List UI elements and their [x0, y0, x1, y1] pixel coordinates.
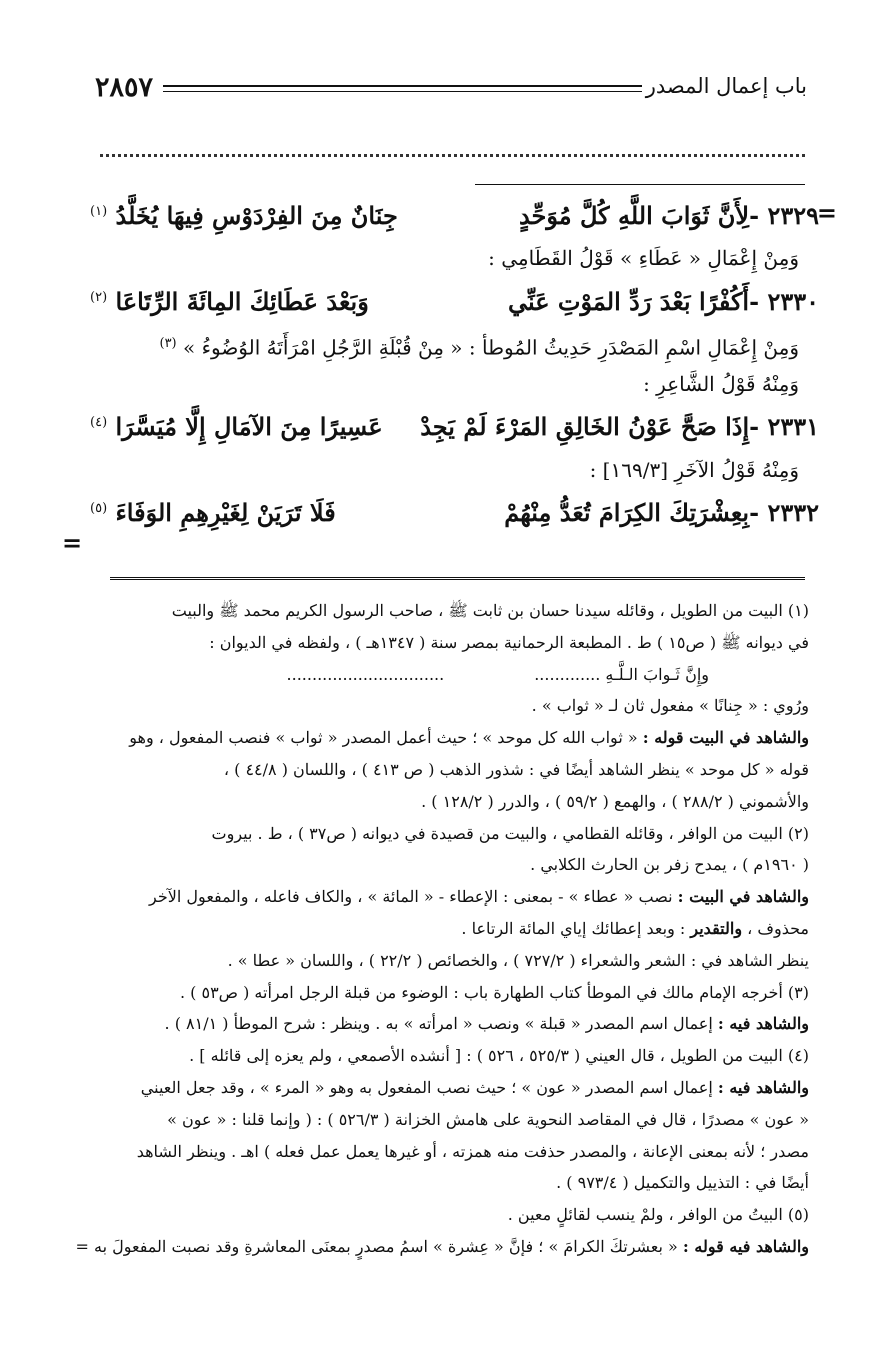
- footnote-mark: (١): [90, 203, 108, 219]
- shahid-label: والشاهد فيه قوله :: [682, 1236, 809, 1256]
- footnote-2-line: ( ١٩٦٠م ) ، يمدح زفر بن الحارث الكلابي .: [530, 855, 809, 875]
- hemistich-second-text: جِنَانٌ مِنَ الفِرْدَوْسِ فِيهَا يُخَلَّدُ: [115, 200, 398, 230]
- footnote-1-line: (١) البيت من الطويل ، وقائله سيدنا حسان بن ثابت ﷺ ، صاحب الرسول الكريم محمد ﷺ والبيت: [171, 601, 809, 620]
- hemistich-second: [90, 201, 398, 230]
- taqdir-label: والتقدير: [690, 918, 743, 938]
- continuation-mark-top: =: [816, 198, 837, 227]
- footnote-1-verse: [60, 659, 809, 691]
- prose-line: وَمِنْهُ قَوْلُ الشَّاعِرِ :: [643, 371, 799, 396]
- footnote-1-line: ورُوي : « جِنانًا » مفعول ثان لـ « ثواب » .: [531, 696, 809, 716]
- taqdir-text: : وبعد إعطائك إياي المائة الرتاعا .: [461, 918, 691, 938]
- footnote-2-taqdir: [60, 913, 809, 945]
- hemistich-first: إِذَا صَحَّ عَوْنُ الخَالِقِ المَرْءَ لَمْ يَجِدْ: [420, 412, 750, 442]
- shahid-label: والشاهد في البيت قوله :: [642, 728, 809, 748]
- prose-line: [90, 326, 819, 366]
- footnote-verse-text: وإِنَّ ثَـوابَ الـلَّـهِ .............: [534, 664, 709, 684]
- footnote-1-line: في ديوانه ﷺ ( ص١٥ ) ط . المطبعة الرحمانية بمصر سنة ( ١٣٤٧هـ ) ، ولفظه في الديوان :: [209, 632, 809, 652]
- footnote-2-shahid: [60, 881, 809, 913]
- hemistich-first: أَكُفْرًا بَعْدَ رَدِّ المَوْتِ عَنِّي: [507, 286, 750, 316]
- verse-number: ٢٣٢٩ -: [749, 200, 819, 230]
- footnote-1-line: والأشموني ( ٢٨٨/٢ ) ، والهمع ( ٥٩/٢ ) ، والدرر ( ١٢٨/٢ ) .: [421, 791, 809, 811]
- footnote-1-shahid: [60, 722, 809, 754]
- verse-rule: [475, 184, 805, 185]
- verse-number: ٢٣٣١ -: [749, 412, 819, 442]
- hemistich-second-text: وَبَعْدَ عَطَائِكَ المِائَةَ الرِّتَاعَا: [115, 286, 369, 316]
- hemistich-second: [90, 412, 383, 441]
- footnote-verse-dots: ...............................: [286, 664, 445, 684]
- shahid-label: والشاهد في البيت :: [677, 887, 809, 907]
- footnote-2-line: ينظر الشاهد في : الشعر والشعراء ( ٧٢٧/٢ ) ، والخصائص ( ٢٢/٢ ) ، واللسان « عطا » .: [227, 950, 809, 970]
- footnote-5-line: (٥) البيتُ من الوافر ، ولمْ ينسب لقائلٍ معين .: [507, 1205, 809, 1225]
- chapter-title: باب إعمال المصدر: [645, 74, 807, 98]
- footnote-3-line: (٣) أخرجه الإمام مالك في الموطأ كتاب الطهارة باب : الوضوء من قبلة الرجل امرأته ( ص٥٣ ) .: [179, 982, 809, 1002]
- footnote-mark: (٥): [90, 501, 108, 517]
- footnote-mark: (٤): [90, 415, 108, 431]
- shahid-text: إعمال اسم المصدر « عون » ؛ حيث نصب المفعول به وهو « المرء » ، وقد جعل العيني: [140, 1077, 718, 1097]
- footnote-4-line: مصدر ؛ لأنه بمعنى الإعانة ، والمصدر حذفت منه همزته ، أو غيرها يعمل عمل فعله ) اهـ . وينظر الشاهد: [136, 1141, 809, 1161]
- hemistich-second-text: فَلَا تَرَيَنْ لِغَيْرِهِمِ الوَفَاءَ: [115, 498, 336, 528]
- footnote-mark: (٣): [159, 336, 177, 351]
- footnote-separator: [110, 577, 805, 580]
- verse-2332: [90, 488, 819, 538]
- dotted-separator: [100, 154, 805, 157]
- page-header: [95, 72, 807, 108]
- page-number: ٢٨٥٧: [95, 72, 154, 103]
- hemistich-second-text: عَسِيرًا مِنَ الآمَالِ إِلَّا مُيَسَّرَا: [115, 412, 383, 442]
- footnote-3-shahid: [60, 1008, 809, 1040]
- footnote-4-line: (٤) البيت من الطويل ، قال العيني ( ٥٢٥/٣ ، ٥٢٦ ) : [ أنشده الأصمعي ، ولم يعزه إلى قائله ] .: [189, 1046, 809, 1066]
- footnote-2-line: (٢) البيت من الوافر ، وقائله القطامي ، والبيت من قصيدة في ديوانه ( ص٣٧ ) ، ط . بيروت: [211, 823, 809, 843]
- shahid-label: والشاهد فيه :: [717, 1014, 809, 1034]
- footnote-mark: (٢): [90, 289, 108, 305]
- verse-2329: [90, 190, 819, 240]
- footnote-1-line: قوله « كل موحد » ينظر الشاهد أيضًا في : شذور الذهب ( ص ٤١٣ ) ، واللسان ( ٤٤/٨ ) ،: [223, 759, 809, 779]
- verse-number: ٢٣٣٢ -: [749, 498, 819, 528]
- hemistich-first: بِعِشْرَتِكَ الكِرَامَ تُعَدُّ مِنْهُمْ: [504, 498, 750, 528]
- hemistich-second: [90, 287, 369, 316]
- continuation-mark: =: [75, 1236, 89, 1256]
- continuation-mark-bottom: =: [62, 528, 83, 557]
- prose-text: وَمِنْ إِعْمَالِ اسْمِ المَصْدَرِ حَدِيثُ المُوطأ : « مِنْ قُبْلَةِ الرَّجُلِ امْرَأَتَهُ الوُضُوءُ »: [182, 335, 799, 360]
- hemistich-first: لِأَنَّ ثَوَابَ اللَّهِ كُلَّ مُوَحِّدٍ: [518, 200, 750, 230]
- verse-2330: [90, 276, 819, 326]
- shahid-text: نصب « عطاء » - بمعنى : الإعطاء - « المائة » ، والكاف فاعله ، والمفعول الآخر: [149, 887, 678, 907]
- footnotes: [60, 595, 809, 1263]
- taqdir-prefix: محذوف ،: [742, 918, 809, 938]
- footnote-4-line: أيضًا في : التذييل والتكميل ( ٩٧٣/٤ ) .: [556, 1173, 809, 1193]
- shahid-text: إعمال اسم المصدر « قبلة » ونصب « امرأته » به . وينظر : شرح الموطأ ( ٨١/١ ) .: [164, 1014, 718, 1034]
- prose-line: وَمِنْهُ قَوْلُ الآخَرِ [١٦٩/٣] :: [589, 457, 799, 482]
- verse-number: ٢٣٣٠ -: [749, 286, 819, 316]
- shahid-text: « ثواب الله كل موحد » ؛ حيث أعمل المصدر « ثواب » فنصب المفعول ، وهو: [129, 728, 643, 748]
- shahid-label: والشاهد فيه :: [717, 1077, 809, 1097]
- main-text: [90, 190, 819, 538]
- footnote-4-shahid: [60, 1072, 809, 1104]
- header-rule: [163, 85, 642, 92]
- footnote-5-shahid: [60, 1231, 809, 1263]
- shahid-text: « بعشرتكَ الكرامَ » ؛ فإنَّ « عِشرة » اسمُ مصدرٍ بمعنَى المعاشرةِ وقد نصبت المفعولَ به: [93, 1236, 683, 1256]
- prose-line: وَمِنْ إِعْمَالِ « عَطَاءِ » قَوْلُ القَطَامِي :: [488, 246, 799, 270]
- footnote-4-line: « عون » مصدرًا ، قال في المقاصد النحوية على هامش الخزانة ( ٥٢٦/٣ ) : ( وإنما قلنا : « عون »: [167, 1109, 809, 1129]
- verse-2331: [90, 402, 819, 452]
- hemistich-second: [90, 498, 336, 527]
